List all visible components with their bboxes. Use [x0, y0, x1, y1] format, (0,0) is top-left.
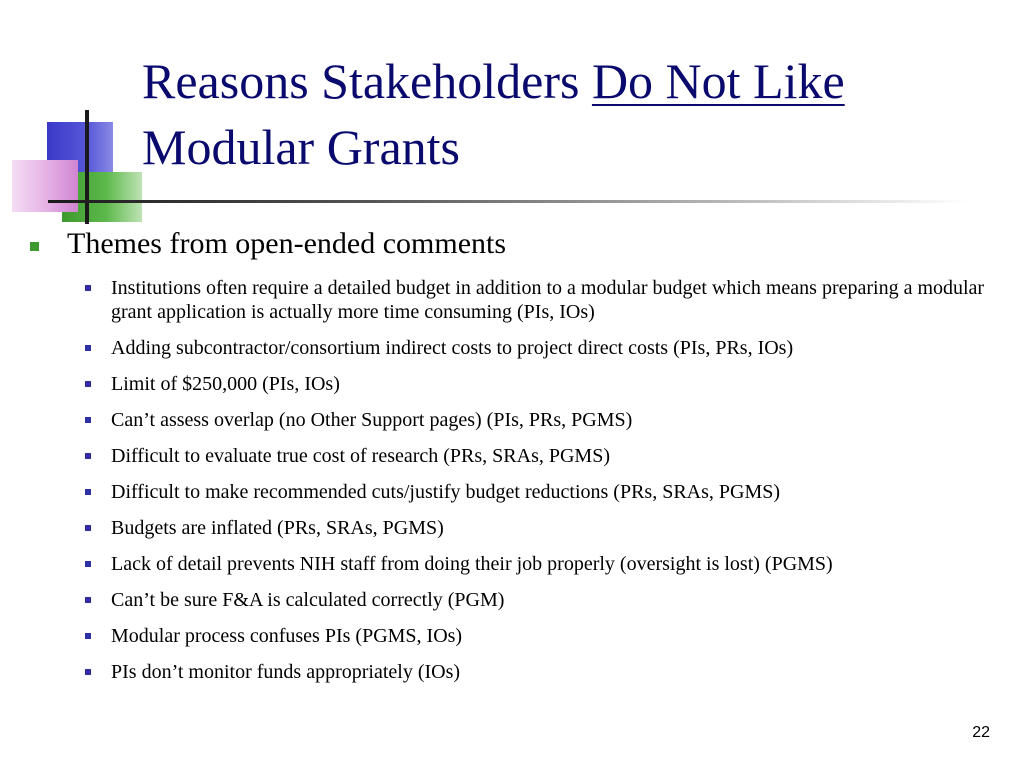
title-part-3: Modular Grants [142, 119, 460, 175]
sub-bullet-item [0, 444, 1024, 468]
sub-bullet-text: Modular process confuses PIs (PGMS, IOs) [111, 625, 463, 647]
square-bullet-icon [85, 489, 91, 495]
sub-bullet-text: Budgets are inflated (PRs, SRAs, PGMS) [111, 517, 444, 539]
square-bullet-icon [85, 633, 91, 639]
sub-bullet-item [0, 624, 1024, 648]
sub-bullet-item [0, 336, 1024, 360]
title-divider-line [48, 200, 968, 203]
sub-bullet-item [0, 408, 1024, 432]
square-bullet-icon [85, 669, 91, 675]
decor-vertical-line [85, 110, 89, 224]
square-bullet-icon [85, 417, 91, 423]
title-part-1: Reasons Stakeholders [142, 53, 592, 109]
square-bullet-icon [85, 345, 91, 351]
square-bullet-icon [85, 597, 91, 603]
sub-bullet-item [0, 516, 1024, 540]
sub-bullet-item [0, 660, 1024, 684]
slide-content [0, 224, 1024, 696]
main-bullet-item [0, 224, 1024, 264]
sub-bullet-text: Can’t be sure F&A is calculated correctly (PGM) [111, 589, 505, 611]
sub-bullet-text: Difficult to evaluate true cost of research (PRs, SRAs, PGMS) [111, 445, 610, 467]
sub-bullet-item [0, 552, 1024, 576]
sub-bullet-item [0, 372, 1024, 396]
sub-bullet-item [0, 480, 1024, 504]
title-underlined-part: Do Not Like [591, 53, 845, 109]
square-bullet-icon [30, 242, 39, 251]
square-bullet-icon [85, 525, 91, 531]
sub-bullet-text: Limit of $250,000 (PIs, IOs) [111, 373, 340, 395]
square-bullet-icon [85, 561, 91, 567]
page-number: 22 [972, 724, 990, 741]
decor-pink-square [12, 160, 78, 212]
square-bullet-icon [85, 453, 91, 459]
sub-bullet-item [0, 588, 1024, 612]
sub-bullet-text: Lack of detail prevents NIH staff from doing their job properly (oversight is lost) (PGMS) [111, 553, 833, 575]
sub-bullet-text: Can’t assess overlap (no Other Support pages) (PIs, PRs, PGMS) [111, 409, 633, 431]
sub-bullet-text: Institutions often require a detailed budget in addition to a modular budget which means preparing a modular grant application is actually more time consuming (PIs, IOs) [111, 277, 985, 323]
square-bullet-icon [85, 285, 91, 291]
sub-bullet-item [0, 276, 1024, 324]
sub-bullet-text: Adding subcontractor/consortium indirect costs to project direct costs (PIs, PRs, IOs) [111, 337, 794, 359]
main-bullet-text: Themes from open-ended comments [67, 227, 507, 260]
square-bullet-icon [85, 381, 91, 387]
slide-title [142, 48, 1002, 180]
sub-bullet-list [0, 276, 1024, 684]
sub-bullet-text: PIs don’t monitor funds appropriately (IOs) [111, 661, 461, 683]
sub-bullet-text: Difficult to make recommended cuts/justify budget reductions (PRs, SRAs, PGMS) [111, 481, 781, 503]
